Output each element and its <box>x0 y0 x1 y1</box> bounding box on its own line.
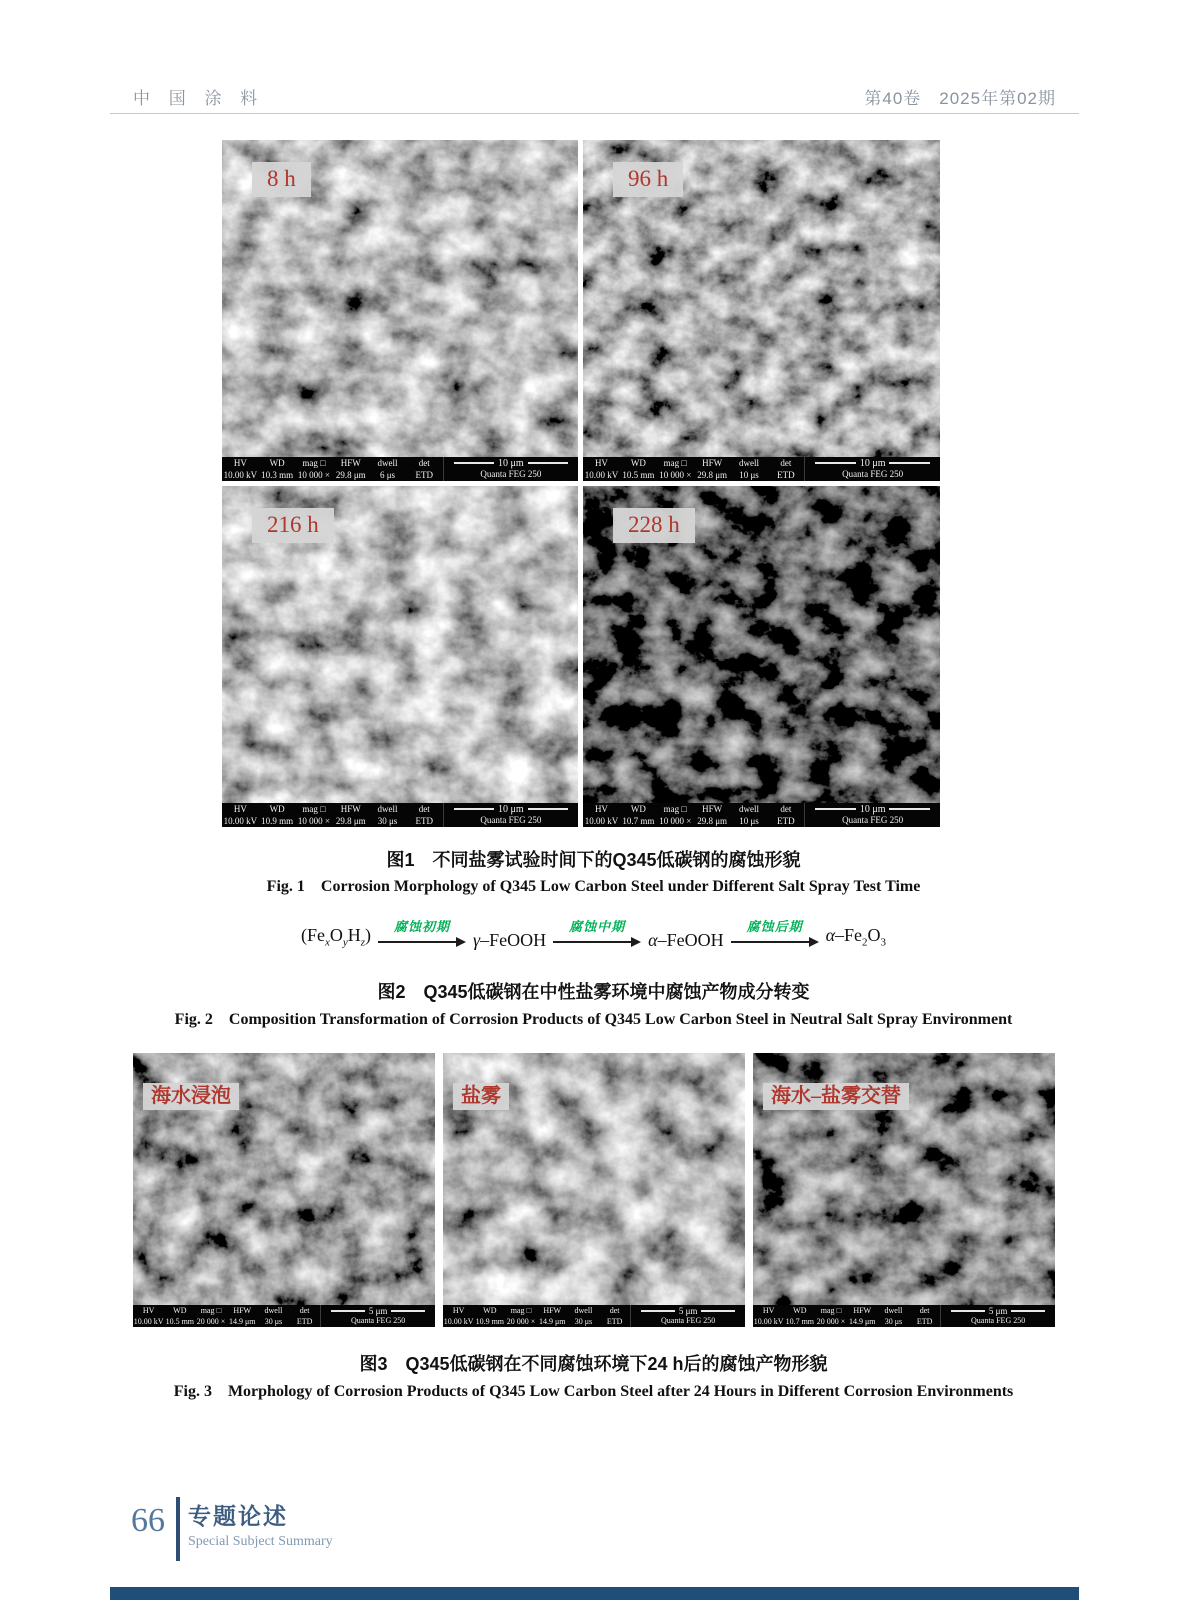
meta-header-wd: WD <box>630 458 646 468</box>
sem-scale-block <box>443 803 578 827</box>
instrument-name: Quanta FEG 250 <box>971 1316 1026 1325</box>
meta-header-hfw: HFW <box>702 458 723 468</box>
sem-meta-columns <box>222 457 443 481</box>
sem-meta-header-row <box>753 1305 940 1316</box>
instrument-name: Quanta FEG 250 <box>480 815 542 825</box>
header-rule <box>110 113 1079 114</box>
formula-text: –Fe <box>835 925 863 946</box>
scale-bar <box>805 457 940 469</box>
scale-value: 5 μm <box>368 1305 388 1316</box>
meta-header-hv: HV <box>233 458 247 468</box>
scale-bar <box>631 1305 745 1316</box>
meta-header-dwell: dwell <box>264 1306 283 1315</box>
sem-panel-8h <box>222 140 578 481</box>
sem-metadata-bar <box>443 1305 745 1327</box>
meta-value-det: ETD <box>415 816 434 826</box>
meta-header-dwell: dwell <box>739 804 759 814</box>
meta-header-hfw: HFW <box>702 804 723 814</box>
arrow-right-icon <box>553 937 641 947</box>
formula-text: O <box>329 925 343 946</box>
product-gamma-feooh <box>473 931 546 951</box>
sem-environment-label: 海水浸泡 <box>143 1083 239 1110</box>
meta-value-hv: 10.00 kV <box>753 1317 784 1326</box>
scale-value: 10 μm <box>859 803 886 815</box>
meta-value-dwell: 6 μs <box>379 470 396 480</box>
scale-bar <box>321 1305 435 1316</box>
meta-value-det: ETD <box>777 816 795 826</box>
stage-label-late: 腐蚀后期 <box>746 919 803 934</box>
arrow-right-icon <box>378 937 466 947</box>
sem-time-label: 8 h <box>252 162 311 197</box>
meta-value-hv: 10.00 kV <box>133 1317 164 1326</box>
scale-value: 10 μm <box>859 457 886 469</box>
scale-line-right <box>889 808 930 810</box>
meta-value-det: ETD <box>296 1317 313 1326</box>
meta-header-det: det <box>418 458 430 468</box>
meta-header-wd: WD <box>630 804 646 814</box>
sem-metadata-bar <box>133 1305 435 1327</box>
sem-meta-columns <box>443 1305 630 1327</box>
column-title-zh: 专题论述 <box>188 1503 288 1529</box>
meta-value-mag: 20 000 × <box>196 1317 226 1326</box>
scale-line-right <box>391 1310 425 1312</box>
meta-header-wd: WD <box>483 1306 497 1315</box>
sem-meta-header-row <box>222 457 443 469</box>
sem-meta-header-row <box>583 457 804 469</box>
figure3-image-grid <box>133 1053 1055 1327</box>
meta-value-hv: 10.00 kV <box>584 470 619 480</box>
meta-value-hfw: 29.8 μm <box>335 470 366 480</box>
sem-meta-columns <box>583 457 804 481</box>
meta-value-wd: 10.5 mm <box>622 470 655 480</box>
meta-header-det: det <box>609 1306 620 1315</box>
meta-header-mag: mag □ <box>663 458 687 468</box>
reaction-step-1 <box>378 916 466 947</box>
meta-value-mag: 10 000 × <box>659 470 692 480</box>
formula-text: (Fe <box>300 925 325 946</box>
scale-bar <box>444 457 578 469</box>
meta-value-wd: 10.5 mm <box>165 1317 195 1326</box>
meta-value-dwell: 30 μs <box>264 1317 283 1326</box>
scale-line-left <box>454 808 494 810</box>
sem-time-label: 96 h <box>613 162 683 197</box>
meta-value-dwell: 30 μs <box>574 1317 593 1326</box>
sem-metadata-bar <box>583 457 940 481</box>
sem-meta-value-row <box>222 469 443 481</box>
sem-panel-saltspray <box>443 1053 745 1327</box>
scale-bar <box>941 1305 1055 1316</box>
meta-value-det: ETD <box>415 470 434 480</box>
meta-value-wd: 10.3 mm <box>261 470 294 480</box>
bottom-accent-bar <box>110 1587 1079 1600</box>
scale-line-right <box>528 808 568 810</box>
sem-scale-block <box>940 1305 1055 1327</box>
sem-scale-block <box>443 457 578 481</box>
journal-name: 中 国 涂 料 <box>133 89 265 108</box>
meta-header-det: det <box>780 804 792 814</box>
sem-meta-header-row <box>222 803 443 815</box>
meta-header-hv: HV <box>594 458 608 468</box>
meta-value-hfw: 29.8 μm <box>697 470 728 480</box>
subscript-2: 2 <box>862 937 868 949</box>
meta-header-wd: WD <box>793 1306 807 1315</box>
meta-header-hv: HV <box>142 1306 155 1315</box>
subscript-y: y <box>342 937 348 949</box>
subscript-3: 3 <box>880 937 887 949</box>
scale-line-left <box>454 462 494 464</box>
subscript-x: x <box>324 937 330 949</box>
instrument-name: Quanta FEG 250 <box>661 1316 716 1325</box>
fig1-caption-en: Fig. 1 Corrosion Morphology of Q345 Low Carbon Steel under Different Salt Spray Test Time <box>266 878 921 895</box>
instrument-name: Quanta FEG 250 <box>842 469 904 479</box>
formula-text: H <box>347 925 361 946</box>
meta-header-det: det <box>780 458 792 468</box>
stage-label-early: 腐蚀初期 <box>394 919 451 934</box>
meta-header-dwell: dwell <box>377 458 398 468</box>
meta-header-dwell: dwell <box>739 458 759 468</box>
instrument-name: Quanta FEG 250 <box>480 469 542 479</box>
formula-text: ) <box>365 925 372 946</box>
sem-meta-value-row <box>753 1316 940 1327</box>
greek-alpha: α <box>648 930 658 950</box>
meta-value-hfw: 14.9 μm <box>538 1317 566 1326</box>
meta-value-hfw: 29.8 μm <box>697 816 728 826</box>
product-alpha-feooh <box>648 931 723 951</box>
meta-header-mag: mag □ <box>663 804 687 814</box>
greek-alpha: α <box>825 925 836 946</box>
meta-value-wd: 10.9 mm <box>475 1317 505 1326</box>
scale-bar <box>444 803 578 815</box>
fig3-caption-en: Fig. 3 Morphology of Corrosion Products of Q345 Low Carbon Steel after 24 Hours in Different Corrosion Environments <box>173 1383 1014 1400</box>
meta-value-hfw: 29.8 μm <box>335 816 366 826</box>
meta-header-mag: mag □ <box>302 804 326 814</box>
meta-value-hfw: 14.9 μm <box>848 1317 876 1326</box>
meta-value-mag: 10 000 × <box>659 816 692 826</box>
scale-bar <box>805 803 940 815</box>
scale-value: 10 μm <box>498 457 524 469</box>
meta-value-det: ETD <box>916 1317 933 1326</box>
meta-value-det: ETD <box>777 470 795 480</box>
sem-meta-columns <box>133 1305 320 1327</box>
meta-header-hfw: HFW <box>543 1306 562 1315</box>
meta-header-mag: mag □ <box>510 1306 532 1315</box>
fig2-caption-en: Fig. 2 Composition Transformation of Corrosion Products of Q345 Low Carbon Steel in Neutral Salt Spray Environment <box>174 1011 1013 1028</box>
reaction-step-3 <box>731 916 819 947</box>
meta-value-hfw: 14.9 μm <box>228 1317 256 1326</box>
stage-label-middle: 腐蚀中期 <box>569 919 626 934</box>
meta-header-wd: WD <box>173 1306 187 1315</box>
meta-header-dwell: dwell <box>377 804 398 814</box>
meta-value-mag: 10 000 × <box>297 470 330 480</box>
meta-value-wd: 10.7 mm <box>622 816 655 826</box>
formula-text: –FeOOH <box>657 930 724 950</box>
meta-header-hv: HV <box>594 804 608 814</box>
issue-info: 第40卷 2025年第02期 <box>864 89 1056 108</box>
meta-value-dwell: 30 μs <box>884 1317 903 1326</box>
figure1-image-grid <box>222 140 940 827</box>
footer-divider-bar <box>176 1497 180 1561</box>
fig2-caption-zh: 图2 Q345低碳钢在中性盐雾环境中腐蚀产物成分转变 <box>377 982 810 1002</box>
sem-meta-columns <box>583 803 804 827</box>
sem-meta-header-row <box>583 803 804 815</box>
sem-meta-columns <box>753 1305 940 1327</box>
meta-header-hv: HV <box>452 1306 465 1315</box>
sem-meta-columns <box>222 803 443 827</box>
page-number: 66 <box>131 1502 165 1539</box>
fig1-caption-zh: 图1 不同盐雾试验时间下的Q345低碳钢的腐蚀形貌 <box>386 850 801 870</box>
sem-scale-block <box>804 803 940 827</box>
meta-header-det: det <box>418 804 430 814</box>
fig2-reaction-equation <box>0 903 1187 951</box>
meta-value-dwell: 30 μs <box>377 816 398 826</box>
column-title-en: Special Subject Summary <box>188 1534 333 1549</box>
fig3-caption-zh: 图3 Q345低碳钢在不同腐蚀环境下24 h后的腐蚀产物形貌 <box>359 1354 828 1374</box>
meta-header-mag: mag □ <box>302 458 326 468</box>
sem-meta-value-row <box>583 469 804 481</box>
meta-value-mag: 20 000 × <box>506 1317 536 1326</box>
sem-scale-block <box>630 1305 745 1327</box>
meta-header-hfw: HFW <box>340 458 361 468</box>
sem-meta-value-row <box>443 1316 630 1327</box>
sem-meta-header-row <box>133 1305 320 1316</box>
reactant-formula <box>301 926 371 951</box>
meta-header-dwell: dwell <box>884 1306 903 1315</box>
sem-metadata-bar <box>222 803 578 827</box>
subscript-z: z <box>360 937 366 949</box>
sem-metadata-bar <box>753 1305 1055 1327</box>
sem-time-label: 228 h <box>613 508 695 543</box>
meta-value-mag: 20 000 × <box>816 1317 846 1326</box>
meta-value-hv: 10.00 kV <box>223 816 258 826</box>
formula-text: O <box>867 925 881 946</box>
meta-value-hv: 10.00 kV <box>443 1317 474 1326</box>
sem-environment-label: 盐雾 <box>453 1083 509 1110</box>
meta-value-dwell: 10 μs <box>739 470 759 480</box>
meta-header-hfw: HFW <box>853 1306 872 1315</box>
scale-line-left <box>815 462 856 464</box>
formula-text: –FeOOH <box>480 930 547 950</box>
meta-header-det: det <box>299 1306 310 1315</box>
sem-environment-label: 海水–盐雾交替 <box>763 1083 909 1110</box>
sem-time-label: 216 h <box>252 508 334 543</box>
scale-value: 10 μm <box>498 803 524 815</box>
scale-value: 5 μm <box>678 1305 698 1316</box>
sem-panel-96h <box>583 140 940 481</box>
meta-value-hv: 10.00 kV <box>223 470 258 480</box>
scale-line-right <box>701 1310 735 1312</box>
sem-metadata-bar <box>583 803 940 827</box>
product-alpha-fe2o3 <box>826 926 886 951</box>
meta-value-dwell: 10 μs <box>739 816 759 826</box>
meta-header-wd: WD <box>269 458 285 468</box>
meta-header-hfw: HFW <box>233 1306 252 1315</box>
meta-value-wd: 10.9 mm <box>261 816 294 826</box>
sem-meta-value-row <box>133 1316 320 1327</box>
meta-header-det: det <box>919 1306 930 1315</box>
sem-meta-value-row <box>222 815 443 827</box>
scale-line-right <box>1011 1310 1045 1312</box>
meta-value-wd: 10.7 mm <box>785 1317 815 1326</box>
scale-line-left <box>331 1310 365 1312</box>
meta-header-hfw: HFW <box>340 804 361 814</box>
scale-line-left <box>951 1310 985 1312</box>
sem-metadata-bar <box>222 457 578 481</box>
reaction-step-2 <box>553 916 641 947</box>
scale-line-left <box>641 1310 675 1312</box>
sem-meta-value-row <box>583 815 804 827</box>
instrument-name: Quanta FEG 250 <box>351 1316 406 1325</box>
meta-header-hv: HV <box>233 804 247 814</box>
sem-scale-block <box>804 457 940 481</box>
scale-line-left <box>815 808 856 810</box>
scale-line-right <box>528 462 568 464</box>
sem-meta-header-row <box>443 1305 630 1316</box>
meta-value-det: ETD <box>606 1317 623 1326</box>
meta-header-wd: WD <box>269 804 285 814</box>
scale-line-right <box>889 462 930 464</box>
meta-value-mag: 10 000 × <box>297 816 330 826</box>
meta-header-hv: HV <box>762 1306 775 1315</box>
arrow-right-icon <box>731 937 819 947</box>
meta-header-mag: mag □ <box>820 1306 842 1315</box>
sem-panel-seawater <box>133 1053 435 1327</box>
sem-panel-alternate <box>753 1053 1055 1327</box>
sem-panel-216h <box>222 486 578 827</box>
greek-gamma: γ <box>473 930 481 950</box>
instrument-name: Quanta FEG 250 <box>842 815 904 825</box>
meta-value-hv: 10.00 kV <box>584 816 619 826</box>
scale-value: 5 μm <box>988 1305 1008 1316</box>
sem-scale-block <box>320 1305 435 1327</box>
sem-panel-228h <box>583 486 940 827</box>
meta-header-dwell: dwell <box>574 1306 593 1315</box>
meta-header-mag: mag □ <box>200 1306 222 1315</box>
